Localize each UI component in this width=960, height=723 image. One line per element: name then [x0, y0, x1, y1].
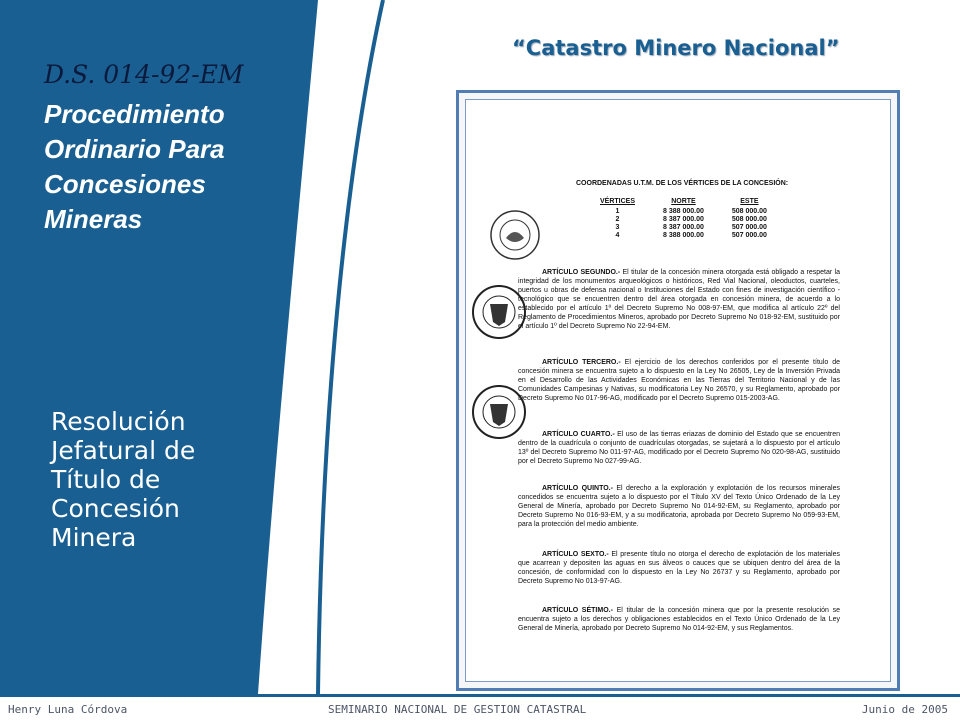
resolution-caption-line: Concesión [51, 494, 180, 523]
table-cell: 4 [615, 232, 620, 239]
article-title: ARTÍCULO SEXTO.- [542, 551, 609, 558]
article-title: ARTÍCULO TERCERO.- [542, 359, 621, 366]
coords-table [586, 198, 781, 240]
footer-bar [0, 694, 960, 723]
article-text: El titular de la concesión minera que por la presente resolución se encuentra sujeto a los derechos y obligaciones establecidos en el Texto Único Ordenado de la Ley General de Minería, aprobado por Decreto Supremo No 014-92-EM, y sus Reglamentos. [518, 607, 840, 632]
coords-header-row [586, 198, 781, 208]
table-cell: 8 387 000.00 [663, 216, 704, 223]
article-block [518, 268, 840, 331]
coords-column-header: ESTE [740, 198, 759, 205]
table-cell: 507 000.00 [731, 224, 767, 231]
table-cell: 1 [615, 208, 620, 215]
procedure-title [44, 97, 284, 237]
article-title: ARTÍCULO CUARTO.- [542, 431, 615, 438]
resolution-caption [51, 407, 251, 552]
table-cell: 8 388 000.00 [663, 232, 704, 239]
table-cell: 507 000.00 [731, 232, 767, 239]
article-text: El ejercicio de los derechos conferidos por el presente título de concesión minera se encuentra sujeto a lo dispuesto en la Ley No 26505, Ley de la Inversión Privada en el Desarrollo de las Actividades Económicas en las Tierras del Territorio Nacional y de las Comunidades Campesinas y Nativas, su modificatoria Ley No 26570, y su Reglamento, aprobado por Decreto Supremo No 017-96-AG, modificado por el Decreto Supremo 015-2003-AG. [518, 359, 841, 402]
article-title: ARTÍCULO SÉTIMO.- [542, 607, 613, 614]
footer-author: Henry Luna Córdova [8, 703, 128, 716]
slide-title: “Catastro Minero Nacional” [512, 36, 840, 60]
table-row [586, 216, 781, 224]
table-cell: 508 000.00 [731, 216, 767, 223]
article-block [518, 484, 840, 529]
document-page [465, 99, 891, 682]
table-cell: 8 388 000.00 [663, 208, 704, 215]
footer-date: Junio de 2005 [861, 703, 948, 716]
table-row [586, 208, 781, 216]
article-block [518, 358, 840, 403]
article-block [518, 550, 840, 586]
procedure-title-line: Mineras [44, 204, 143, 234]
table-cell: 8 387 000.00 [663, 224, 704, 231]
article-text: El titular de la concesión minera otorgada está obligado a respetar la integridad de los monumentos arqueológicos o históricos, Red Vial Nacional, oleoductos, cuarteles, puertos u obras de defensa nacional o Instituciones del Estado con fines de investigación científico - tecnológico que se encuentren dentro del área otorgada en concesión minera, de acuerdo a lo establecido por el artículo 1º del Decreto Supremo No 008-97-EM, que modifica al artículo 22º del Reglamento de Procedimientos Mineros, aprobado por Decreto Supremo No 018-92-EM, sustituido por el artículo 1º del Decreto Supremo No 22-94-EM. [518, 269, 840, 330]
article-title: ARTÍCULO QUINTO.- [542, 485, 613, 492]
coords-heading: COORDENADAS U.T.M. DE LOS VÉRTICES DE LA CONCESIÓN: [576, 180, 789, 187]
coords-column-header: VÉRTICES [600, 198, 636, 205]
decree-code: D.S. 014-92-EM [44, 60, 244, 89]
table-cell: 3 [615, 224, 620, 231]
resolution-caption-line: Jefatural de [51, 436, 196, 465]
procedure-title-line: Concesiones [44, 169, 206, 199]
table-cell: 2 [615, 216, 620, 223]
table-row [586, 224, 781, 232]
article-text: El derecho a la exploración y explotación de los recursos minerales concedidos se encuentra sujeto a lo dispuesto por el Título XV del Texto Único Ordenado de la Ley General de Minería, aprobado por Decreto Supremo No 014-92-EM, su Reglamento, aprobado por Decreto Supremo No 016-93-EM, y a su modificatoria, aprobada por Decreto Supremo No 059-93-EM, para la protección del medio ambiente. [518, 485, 840, 528]
article-text: El presente título no otorga el derecho de explotación de los materiales que acarrean y depositen las aguas en sus álveos o cauces que se ubiquen dentro del área de la concesión, de conformidad con lo dispuesto en la Ley No 26737 y su Reglamento, aprobado por Decreto Supremo No 013-97-AG. [518, 551, 840, 585]
procedure-title-line: Ordinario Para [44, 134, 225, 164]
coords-column-header: NORTE [671, 198, 696, 205]
document-frame [456, 90, 900, 691]
article-block [518, 430, 840, 466]
resolution-caption-line: Minera [51, 523, 137, 552]
article-title: ARTÍCULO SEGUNDO.- [542, 269, 621, 276]
official-seal-icon [488, 208, 542, 262]
footer-event: SEMINARIO NACIONAL DE GESTION CATASTRAL [328, 703, 587, 716]
table-cell: 508 000.00 [731, 208, 767, 215]
article-text: El uso de las tierras eriazas de dominio del Estado que se encuentren dentro de la cuadrícula o conjunto de cuadrículas otorgadas, se sujetará a lo dispuesto por el artículo 13º del Decreto Supremo No 011-97-AG, modificado por el Decreto Supremo No 020-98-AG, sustituido por el Decreto Supremo No 027-99-AG. [518, 431, 841, 465]
article-block [518, 606, 840, 633]
resolution-caption-line: Título de [51, 465, 161, 494]
procedure-title-line: Procedimiento [44, 99, 225, 129]
resolution-caption-line: Resolución [51, 407, 186, 436]
table-row [586, 232, 781, 240]
